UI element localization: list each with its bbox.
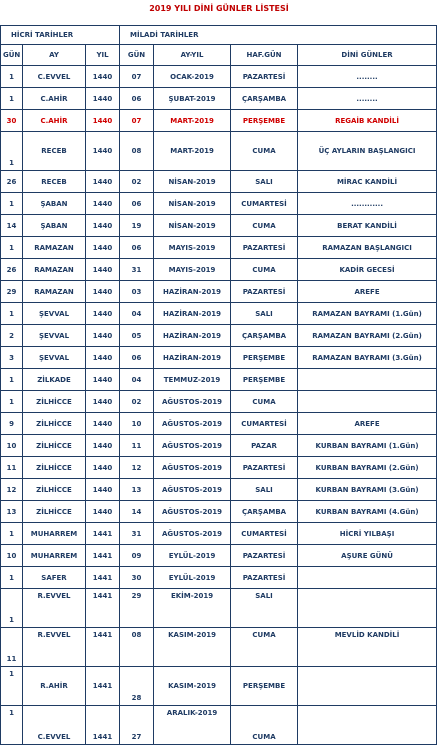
cell-gregorian-day: 10 (120, 413, 154, 435)
col-header-weekday: HAF.GÜN (231, 45, 298, 66)
cell-month-year: AĞUSTOS-2019 (154, 413, 231, 435)
cell-weekday: SALI (231, 303, 298, 325)
table-row (1, 325, 437, 347)
cell-hijri-month: C.AHİR (23, 88, 86, 110)
cell-gregorian-day: 12 (120, 457, 154, 479)
cell-hijri-day: 9 (1, 413, 23, 435)
cell-gregorian-day: 29 (120, 589, 154, 628)
cell-gregorian-day: 03 (120, 281, 154, 303)
table-row (1, 391, 437, 413)
cell-hijri-day: 1 (1, 391, 23, 413)
table-row (1, 589, 437, 628)
cell-weekday: CUMA (231, 628, 298, 667)
cell-weekday: PAZARTESİ (231, 457, 298, 479)
table-row (1, 259, 437, 281)
cell-gregorian-day: 13 (120, 479, 154, 501)
cell-religious-day: RAMAZAN BAYRAMI (1.Gün) (298, 303, 437, 325)
cell-hijri-year: 1440 (86, 259, 120, 281)
cell-weekday: ÇARŞAMBA (231, 325, 298, 347)
cell-hijri-day: 10 (1, 545, 23, 567)
cell-hijri-month: ZİLHİCCE (23, 479, 86, 501)
cell-hijri-month: ZİLKADE (23, 369, 86, 391)
cell-month-year: NİSAN-2019 (154, 193, 231, 215)
cell-hijri-month: ZİLHİCCE (23, 413, 86, 435)
cell-hijri-year: 1440 (86, 215, 120, 237)
cell-month-year: AĞUSTOS-2019 (154, 435, 231, 457)
cell-religious-day: KURBAN BAYRAMI (1.Gün) (298, 435, 437, 457)
cell-month-year: AĞUSTOS-2019 (154, 457, 231, 479)
cell-month-year: KASIM-2019 (154, 667, 231, 706)
cell-hijri-month: ZİLHİCCE (23, 501, 86, 523)
col-header-hijri-month: AY (23, 45, 86, 66)
cell-hijri-day: 1 (1, 303, 23, 325)
cell-gregorian-day: 06 (120, 347, 154, 369)
cell-hijri-month: MUHARREM (23, 545, 86, 567)
hijri-dates-header: HİCRİ TARİHLER (1, 26, 120, 45)
cell-religious-day: MEVLİD KANDİLİ (298, 628, 437, 667)
cell-hijri-day: 14 (1, 215, 23, 237)
cell-religious-day: ÜÇ AYLARIN BAŞLANGICI (298, 132, 437, 171)
col-header-hijri-day: GÜN (1, 45, 23, 66)
cell-hijri-month: SAFER (23, 567, 86, 589)
cell-gregorian-day: 02 (120, 171, 154, 193)
cell-weekday: CUMA (231, 132, 298, 171)
cell-hijri-day: 26 (1, 171, 23, 193)
cell-hijri-year: 1441 (86, 567, 120, 589)
cell-hijri-year: 1440 (86, 457, 120, 479)
cell-religious-day (298, 391, 437, 413)
cell-hijri-day: 1 (1, 193, 23, 215)
cell-month-year: HAZİRAN-2019 (154, 281, 231, 303)
cell-gregorian-day: 06 (120, 193, 154, 215)
cell-hijri-day: 3 (1, 347, 23, 369)
cell-hijri-year: 1440 (86, 391, 120, 413)
cell-hijri-year: 1440 (86, 88, 120, 110)
cell-month-year: OCAK-2019 (154, 66, 231, 88)
group-header-row (1, 26, 437, 45)
cell-gregorian-day: 04 (120, 303, 154, 325)
table-row (1, 237, 437, 259)
cell-hijri-day: 10 (1, 435, 23, 457)
cell-weekday: CUMARTESİ (231, 523, 298, 545)
cell-hijri-month: ŞEVVAL (23, 347, 86, 369)
col-header-religious-day: DİNİ GÜNLER (298, 45, 437, 66)
cell-month-year: NİSAN-2019 (154, 215, 231, 237)
cell-weekday: ÇARŞAMBA (231, 88, 298, 110)
table-row (1, 369, 437, 391)
table-row (1, 706, 437, 745)
cell-gregorian-day: 04 (120, 369, 154, 391)
cell-month-year: EKİM-2019 (154, 589, 231, 628)
cell-hijri-year: 1440 (86, 413, 120, 435)
cell-religious-day: AREFE (298, 413, 437, 435)
cell-gregorian-day: 09 (120, 545, 154, 567)
table-row (1, 479, 437, 501)
cell-weekday: PAZARTESİ (231, 237, 298, 259)
cell-religious-day: AŞURE GÜNÜ (298, 545, 437, 567)
cell-religious-day: RAMAZAN BAYRAMI (2.Gün) (298, 325, 437, 347)
cell-hijri-month: RECEB (23, 171, 86, 193)
cell-gregorian-day: 06 (120, 237, 154, 259)
cell-weekday: CUMA (231, 706, 298, 745)
cell-weekday: CUMARTESİ (231, 193, 298, 215)
cell-gregorian-day: 02 (120, 391, 154, 413)
cell-hijri-year: 1440 (86, 171, 120, 193)
cell-hijri-year: 1440 (86, 281, 120, 303)
cell-month-year: AĞUSTOS-2019 (154, 523, 231, 545)
cell-month-year: AĞUSTOS-2019 (154, 391, 231, 413)
cell-hijri-year: 1440 (86, 132, 120, 171)
cell-hijri-month: C.EVVEL (23, 66, 86, 88)
cell-hijri-year: 1440 (86, 479, 120, 501)
table-row (1, 347, 437, 369)
cell-religious-day: KURBAN BAYRAMI (2.Gün) (298, 457, 437, 479)
cell-hijri-day: 13 (1, 501, 23, 523)
cell-hijri-month: RECEB (23, 132, 86, 171)
cell-month-year: HAZİRAN-2019 (154, 325, 231, 347)
cell-religious-day: MİRAC KANDİLİ (298, 171, 437, 193)
cell-religious-day (298, 667, 437, 706)
cell-religious-day: ........ (298, 88, 437, 110)
table-row (1, 88, 437, 110)
cell-weekday: PAZARTESİ (231, 66, 298, 88)
cell-month-year: MART-2019 (154, 132, 231, 171)
cell-hijri-day: 30 (1, 110, 23, 132)
table-row (1, 66, 437, 88)
table-row (1, 413, 437, 435)
cell-hijri-day: 1 (1, 66, 23, 88)
cell-gregorian-day: 31 (120, 259, 154, 281)
cell-religious-day: BERAT KANDİLİ (298, 215, 437, 237)
cell-weekday: SALI (231, 479, 298, 501)
cell-gregorian-day: 06 (120, 88, 154, 110)
cell-gregorian-day: 08 (120, 132, 154, 171)
cell-hijri-month: ZİLHİCCE (23, 435, 86, 457)
cell-religious-day: ........ (298, 66, 437, 88)
cell-weekday: PERŞEMBE (231, 369, 298, 391)
table-row (1, 523, 437, 545)
cell-month-year: ARALIK-2019 (154, 706, 231, 745)
cell-month-year: MART-2019 (154, 110, 231, 132)
column-header-row (1, 45, 437, 66)
cell-weekday: PERŞEMBE (231, 110, 298, 132)
cell-hijri-year: 1440 (86, 110, 120, 132)
cell-month-year: EYLÜL-2019 (154, 545, 231, 567)
cell-religious-day (298, 567, 437, 589)
cell-hijri-day: 2 (1, 325, 23, 347)
cell-hijri-day: 12 (1, 479, 23, 501)
cell-religious-day: AREFE (298, 281, 437, 303)
cell-hijri-year: 1441 (86, 545, 120, 567)
cell-hijri-month: MUHARREM (23, 523, 86, 545)
cell-religious-day: KURBAN BAYRAMI (3.Gün) (298, 479, 437, 501)
cell-hijri-month: ŞEVVAL (23, 325, 86, 347)
cell-weekday: ÇARŞAMBA (231, 501, 298, 523)
cell-hijri-year: 1440 (86, 193, 120, 215)
cell-weekday: PAZARTESİ (231, 567, 298, 589)
cell-hijri-year: 1440 (86, 66, 120, 88)
cell-hijri-day: 1 (1, 523, 23, 545)
cell-hijri-month: R.EVVEL (23, 589, 86, 628)
table-row (1, 457, 437, 479)
cell-gregorian-day: 05 (120, 325, 154, 347)
cell-religious-day: KADİR GECESİ (298, 259, 437, 281)
cell-hijri-month: ŞABAN (23, 193, 86, 215)
cell-religious-day: KURBAN BAYRAMI (4.Gün) (298, 501, 437, 523)
table-row (1, 215, 437, 237)
cell-religious-day (298, 706, 437, 745)
table-row (1, 501, 437, 523)
cell-hijri-year: 1441 (86, 523, 120, 545)
cell-gregorian-day: 07 (120, 66, 154, 88)
cell-hijri-month: ŞABAN (23, 215, 86, 237)
cell-hijri-month: ZİLHİCCE (23, 457, 86, 479)
cell-month-year: ŞUBAT-2019 (154, 88, 231, 110)
cell-hijri-year: 1440 (86, 347, 120, 369)
page-title: 2019 YILI DİNİ GÜNLER LİSTESİ (149, 4, 289, 13)
cell-weekday: SALI (231, 171, 298, 193)
cell-gregorian-day: 14 (120, 501, 154, 523)
cell-month-year: HAZİRAN-2019 (154, 303, 231, 325)
table-row (1, 567, 437, 589)
cell-hijri-month: ZİLHİCCE (23, 391, 86, 413)
cell-hijri-year: 1441 (86, 589, 120, 628)
cell-hijri-month: R.AHİR (23, 667, 86, 706)
cell-hijri-year: 1441 (86, 628, 120, 667)
cell-hijri-day: 26 (1, 259, 23, 281)
cell-hijri-month: C.AHİR (23, 110, 86, 132)
cell-hijri-year: 1440 (86, 237, 120, 259)
table-row (1, 303, 437, 325)
cell-religious-day: REGAİB KANDİLİ (298, 110, 437, 132)
cell-gregorian-day: 07 (120, 110, 154, 132)
cell-religious-day: HİCRİ YILBAŞI (298, 523, 437, 545)
cell-hijri-day: 29 (1, 281, 23, 303)
cell-gregorian-day: 08 (120, 628, 154, 667)
cell-gregorian-day: 30 (120, 567, 154, 589)
cell-religious-day: ............ (298, 193, 437, 215)
cell-hijri-day: 11 (1, 457, 23, 479)
table-row (1, 545, 437, 567)
cell-hijri-year: 1440 (86, 501, 120, 523)
cell-weekday: PERŞEMBE (231, 347, 298, 369)
table-row (1, 667, 437, 706)
col-header-hijri-year: YIL (86, 45, 120, 66)
cell-hijri-year: 1440 (86, 303, 120, 325)
cell-hijri-month: RAMAZAN (23, 237, 86, 259)
cell-gregorian-day: 27 (120, 706, 154, 745)
cell-gregorian-day: 28 (120, 667, 154, 706)
cell-hijri-month: RAMAZAN (23, 259, 86, 281)
cell-weekday: PAZARTESİ (231, 281, 298, 303)
table-row (1, 193, 437, 215)
religious-days-table (0, 25, 437, 745)
cell-religious-day: RAMAZAN BAŞLANGICI (298, 237, 437, 259)
cell-weekday: CUMA (231, 215, 298, 237)
table-row (1, 110, 437, 132)
cell-month-year: AĞUSTOS-2019 (154, 501, 231, 523)
cell-hijri-month: R.EVVEL (23, 628, 86, 667)
cell-weekday: PAZAR (231, 435, 298, 457)
cell-religious-day (298, 369, 437, 391)
cell-hijri-day: 1 (1, 667, 23, 706)
cell-hijri-day: 1 (1, 369, 23, 391)
cell-hijri-day: 11 (1, 628, 23, 667)
cell-hijri-month: RAMAZAN (23, 281, 86, 303)
cell-month-year: HAZİRAN-2019 (154, 347, 231, 369)
cell-weekday: CUMA (231, 391, 298, 413)
cell-hijri-year: 1441 (86, 667, 120, 706)
cell-hijri-day: 1 (1, 132, 23, 171)
cell-month-year: AĞUSTOS-2019 (154, 479, 231, 501)
col-header-gregorian-day: GÜN (120, 45, 154, 66)
cell-hijri-day: 1 (1, 567, 23, 589)
cell-religious-day (298, 589, 437, 628)
cell-weekday: PERŞEMBE (231, 667, 298, 706)
cell-hijri-day: 1 (1, 706, 23, 745)
cell-hijri-day: 1 (1, 589, 23, 628)
cell-hijri-year: 1440 (86, 325, 120, 347)
cell-gregorian-day: 31 (120, 523, 154, 545)
table-row (1, 281, 437, 303)
cell-gregorian-day: 11 (120, 435, 154, 457)
cell-hijri-year: 1440 (86, 435, 120, 457)
cell-month-year: TEMMUZ-2019 (154, 369, 231, 391)
cell-hijri-month: C.EVVEL (23, 706, 86, 745)
cell-hijri-day: 1 (1, 237, 23, 259)
cell-hijri-day: 1 (1, 88, 23, 110)
cell-religious-day: RAMAZAN BAYRAMI (3.Gün) (298, 347, 437, 369)
table-row (1, 132, 437, 171)
cell-weekday: SALI (231, 589, 298, 628)
cell-month-year: MAYIS-2019 (154, 237, 231, 259)
cell-weekday: PAZARTESİ (231, 545, 298, 567)
table-row (1, 435, 437, 457)
cell-weekday: CUMARTESİ (231, 413, 298, 435)
cell-month-year: NİSAN-2019 (154, 171, 231, 193)
table-row (1, 628, 437, 667)
cell-month-year: KASIM-2019 (154, 628, 231, 667)
cell-month-year: EYLÜL-2019 (154, 567, 231, 589)
gregorian-dates-header: MİLADİ TARİHLER (120, 26, 437, 45)
cell-weekday: CUMA (231, 259, 298, 281)
cell-hijri-month: ŞEVVAL (23, 303, 86, 325)
cell-gregorian-day: 19 (120, 215, 154, 237)
table-row (1, 171, 437, 193)
cell-hijri-year: 1441 (86, 706, 120, 745)
cell-hijri-year: 1440 (86, 369, 120, 391)
col-header-month-year: AY-YIL (154, 45, 231, 66)
cell-month-year: MAYIS-2019 (154, 259, 231, 281)
